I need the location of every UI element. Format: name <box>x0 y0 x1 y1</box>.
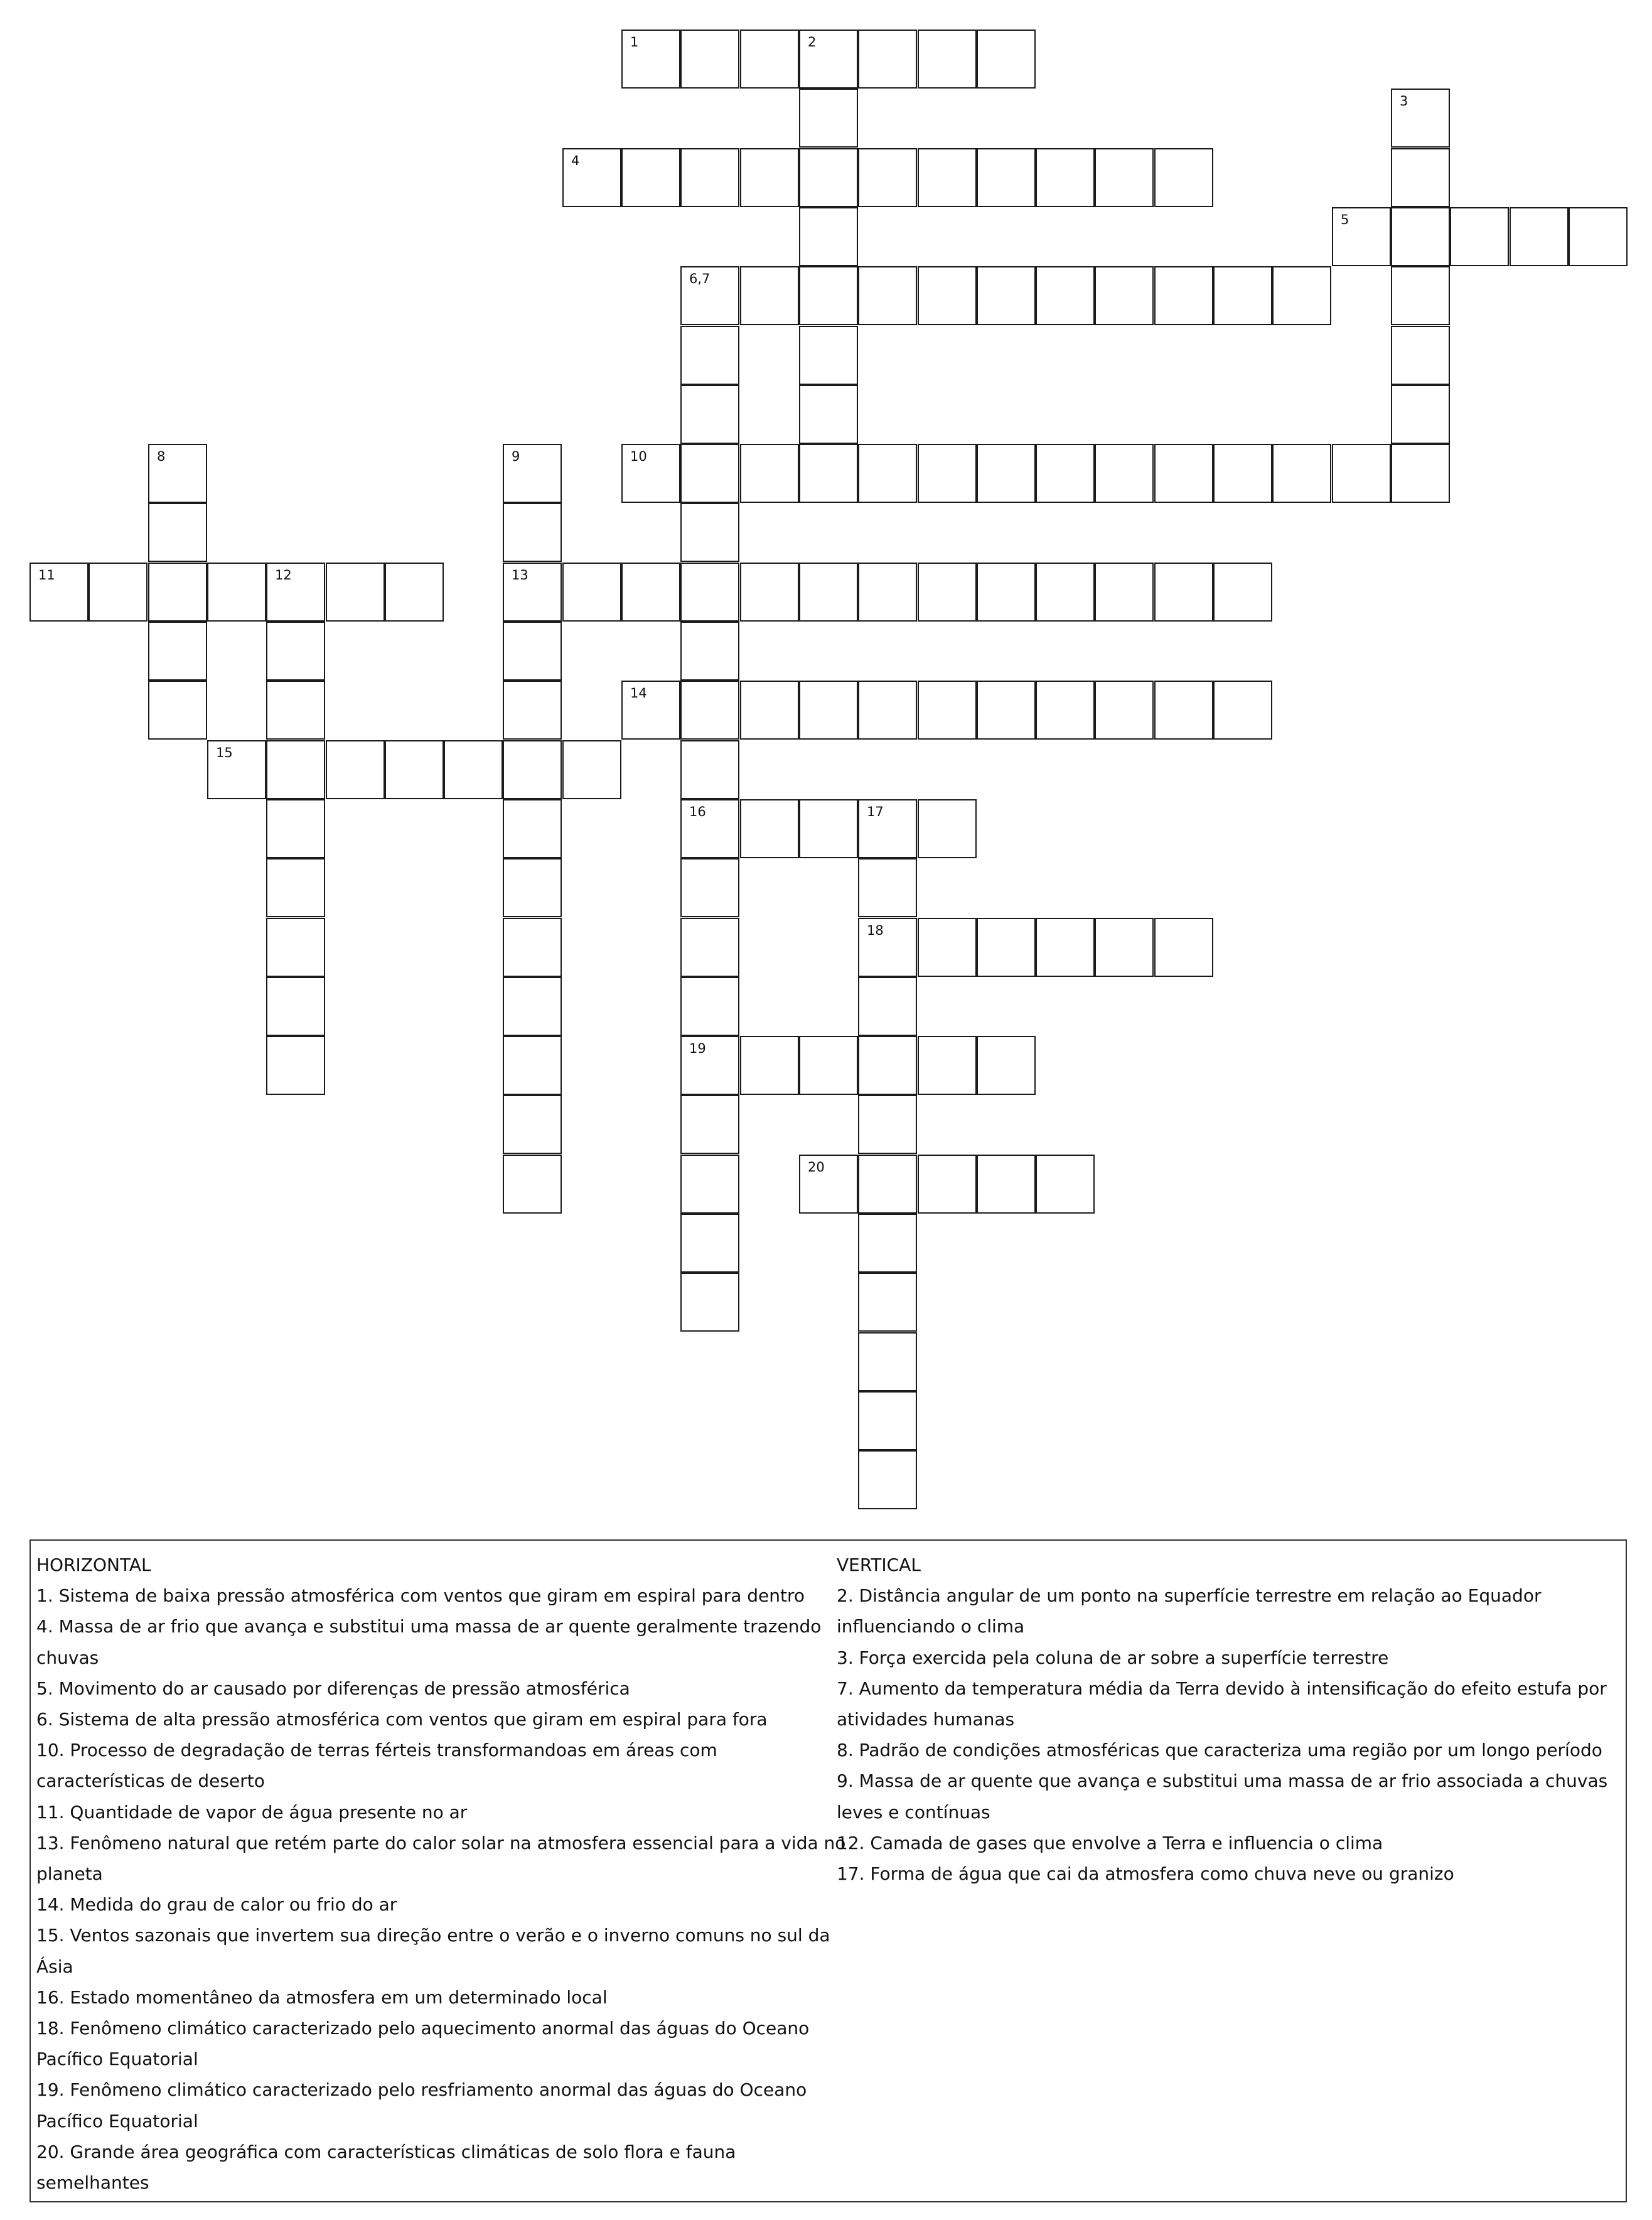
grid-cell[interactable] <box>977 266 1036 325</box>
clue-number: 15 <box>216 745 233 760</box>
grid-cell[interactable] <box>977 30 1036 89</box>
clue-h-6: 6. Sistema de alta pressão atmosférica com ventos que giram em espiral para fora <box>36 1709 768 1730</box>
grid-cell[interactable] <box>799 148 858 207</box>
grid-cell[interactable] <box>30 563 88 622</box>
clue-v-9: 9. Massa de ar quente que avança e substitui uma massa de ar frio associada a chuvas leves e contínuas <box>837 1770 1608 1823</box>
grid-cell[interactable] <box>1332 444 1391 503</box>
grid-cell[interactable] <box>1272 266 1331 325</box>
clue-h-4: 4. Massa de ar frio que avança e substitui uma massa de ar quente geralmente trazendo chuvas <box>36 1616 822 1668</box>
grid-cell[interactable] <box>858 1332 917 1391</box>
grid-cell[interactable] <box>1095 563 1154 622</box>
grid-cell[interactable] <box>148 681 207 740</box>
grid-cell[interactable] <box>1391 385 1450 444</box>
clue-number: 8 <box>157 449 166 464</box>
clue-h-13: 13. Fenômeno natural que retém parte do calor solar na atmosfera essencial para a vida no planeta <box>36 1832 846 1885</box>
grid-cell[interactable] <box>680 385 739 444</box>
grid-cell[interactable] <box>1154 148 1213 207</box>
vertical-heading: VERTICAL <box>837 1555 921 1575</box>
clue-number: 17 <box>867 804 884 819</box>
grid-cell[interactable] <box>680 977 739 1036</box>
grid-cell[interactable] <box>680 266 739 325</box>
clue-v-12: 12. Camada de gases que envolve a Terra e influencia o clima <box>837 1832 1383 1853</box>
clue-h-15: 15. Ventos sazonais que invertem sua direção entre o verão e o inverno comuns no sul da Ásia <box>36 1925 830 1977</box>
grid-cell[interactable] <box>918 799 977 858</box>
grid-cell[interactable] <box>503 858 562 917</box>
grid-cell[interactable] <box>503 681 562 740</box>
grid-cell[interactable] <box>1510 207 1569 266</box>
grid-cell[interactable] <box>858 977 917 1036</box>
grid-cell[interactable] <box>918 30 977 89</box>
grid-cell[interactable] <box>1391 207 1450 266</box>
grid-cell[interactable] <box>503 563 562 622</box>
grid-cell[interactable] <box>1213 444 1272 503</box>
grid-cell[interactable] <box>503 918 562 977</box>
grid-cell[interactable] <box>1450 207 1509 266</box>
grid-cell[interactable] <box>621 681 680 740</box>
grid-cell[interactable] <box>444 740 503 799</box>
grid-cell[interactable] <box>858 1273 917 1332</box>
clue-number: 3 <box>1400 94 1408 109</box>
grid-cell[interactable] <box>266 622 325 681</box>
clue-number: 18 <box>867 923 884 938</box>
grid-cell[interactable] <box>1391 89 1450 148</box>
grid-cell[interactable] <box>858 266 917 325</box>
grid-cell[interactable] <box>740 799 799 858</box>
grid-cell[interactable] <box>799 1155 858 1214</box>
grid-cell[interactable] <box>1095 918 1154 977</box>
grid-cell[interactable] <box>1036 266 1095 325</box>
clue-h-14: 14. Medida do grau de calor ou frio do ar <box>36 1894 397 1916</box>
grid-cell[interactable] <box>385 740 444 799</box>
grid-cell[interactable] <box>148 444 207 503</box>
grid-cell[interactable] <box>1391 444 1450 503</box>
grid-cell[interactable] <box>680 1095 739 1154</box>
grid-cell[interactable] <box>858 1095 917 1154</box>
grid-cell[interactable] <box>503 740 562 799</box>
grid-cell[interactable] <box>680 326 739 385</box>
grid-cell[interactable] <box>503 503 562 562</box>
grid-cell[interactable] <box>799 681 858 740</box>
grid-cell[interactable] <box>1213 681 1272 740</box>
grid-cell[interactable] <box>740 444 799 503</box>
grid-cell[interactable] <box>858 563 917 622</box>
grid-cell[interactable] <box>799 326 858 385</box>
clue-h-18: 18. Fenômeno climático caracterizado pelo aquecimento anormal das águas do Oceano Pacífico Equatorial <box>36 2018 810 2070</box>
clue-h-20: 20. Grande área geográfica com características climáticas de solo flora e fauna semelhantes <box>36 2141 736 2194</box>
grid-cell[interactable] <box>977 444 1036 503</box>
grid-cell[interactable] <box>799 385 858 444</box>
grid-cell[interactable] <box>858 858 917 917</box>
grid-cell[interactable] <box>1154 444 1213 503</box>
grid-cell[interactable] <box>858 30 917 89</box>
clue-number: 9 <box>512 449 520 464</box>
grid-cell[interactable] <box>680 444 739 503</box>
grid-cell[interactable] <box>977 918 1036 977</box>
grid-cell[interactable] <box>858 1450 917 1509</box>
vertical-clues <box>837 1549 1621 1889</box>
grid-cell[interactable] <box>1036 918 1095 977</box>
grid-cell[interactable] <box>680 681 739 740</box>
grid-cell[interactable] <box>740 563 799 622</box>
clue-number: 4 <box>571 153 580 168</box>
grid-cell[interactable] <box>1154 681 1213 740</box>
grid-cell[interactable] <box>503 1095 562 1154</box>
grid-cell[interactable] <box>680 1036 739 1095</box>
clue-v-7: 7. Aumento da temperatura média da Terra devido à intensificação do efeito estufa por atividades humanas <box>837 1678 1607 1730</box>
grid-cell[interactable] <box>858 1214 917 1273</box>
grid-cell[interactable] <box>1154 563 1213 622</box>
clue-number: 20 <box>808 1160 825 1175</box>
clue-number: 6,7 <box>689 271 711 286</box>
grid-cell[interactable] <box>148 503 207 562</box>
clue-number: 16 <box>689 804 706 819</box>
grid-cell[interactable] <box>1391 148 1450 207</box>
grid-cell[interactable] <box>918 148 977 207</box>
grid-cell[interactable] <box>858 148 917 207</box>
clue-h-19: 19. Fenômeno climático caracterizado pelo resfriamento anormal das águas do Oceano Pacífico Equatorial <box>36 2079 807 2131</box>
clue-number: 1 <box>630 35 639 50</box>
grid-cell[interactable] <box>799 266 858 325</box>
grid-cell[interactable] <box>858 444 917 503</box>
clue-number: 2 <box>808 35 817 50</box>
grid-cell[interactable] <box>562 563 621 622</box>
clue-h-5: 5. Movimento do ar causado por diferenças de pressão atmosférica <box>36 1678 630 1699</box>
grid-cell[interactable] <box>680 918 739 977</box>
grid-cell[interactable] <box>266 918 325 977</box>
grid-cell[interactable] <box>1095 148 1154 207</box>
grid-cell[interactable] <box>977 681 1036 740</box>
grid-cell[interactable] <box>503 977 562 1036</box>
grid-cell[interactable] <box>918 1036 977 1095</box>
grid-cell[interactable] <box>680 30 739 89</box>
grid-cell[interactable] <box>266 1036 325 1095</box>
grid-cell[interactable] <box>1095 266 1154 325</box>
grid-cell[interactable] <box>858 1391 917 1450</box>
grid-cell[interactable] <box>1213 266 1272 325</box>
grid-cell[interactable] <box>799 207 858 266</box>
grid-cell[interactable] <box>977 1036 1036 1095</box>
clue-number: 11 <box>38 568 55 583</box>
grid-cell[interactable] <box>1036 444 1095 503</box>
grid-cell[interactable] <box>1332 207 1391 266</box>
horizontal-heading: HORIZONTAL <box>36 1555 151 1575</box>
grid-cell[interactable] <box>503 1155 562 1214</box>
clue-number: 14 <box>630 686 647 701</box>
grid-cell[interactable] <box>680 858 739 917</box>
clue-v-17: 17. Forma de água que cai da atmosfera como chuva neve ou granizo <box>837 1863 1454 1885</box>
grid-cell[interactable] <box>858 799 917 858</box>
grid-cell[interactable] <box>918 681 977 740</box>
grid-cell[interactable] <box>503 1036 562 1095</box>
clue-v-8: 8. Padrão de condições atmosféricas que caracteriza uma região por um longo período <box>837 1740 1602 1761</box>
grid-cell[interactable] <box>1213 563 1272 622</box>
grid-cell[interactable] <box>740 148 799 207</box>
grid-cell[interactable] <box>680 1214 739 1273</box>
grid-cell[interactable] <box>326 563 385 622</box>
grid-cell[interactable] <box>562 148 621 207</box>
grid-cell[interactable] <box>1569 207 1628 266</box>
grid-cell[interactable] <box>621 444 680 503</box>
grid-cell[interactable] <box>503 444 562 503</box>
grid-cell[interactable] <box>680 740 739 799</box>
grid-cell[interactable] <box>799 799 858 858</box>
horizontal-clues <box>36 1549 846 2198</box>
grid-cell[interactable] <box>266 563 325 622</box>
grid-cell[interactable] <box>977 148 1036 207</box>
grid-cell[interactable] <box>799 1036 858 1095</box>
grid-cell[interactable] <box>621 563 680 622</box>
clue-number: 13 <box>512 568 528 583</box>
grid-cell[interactable] <box>740 681 799 740</box>
grid-cell[interactable] <box>799 563 858 622</box>
clue-h-1: 1. Sistema de baixa pressão atmosférica com ventos que giram em espiral para dentro <box>36 1585 805 1607</box>
grid-cell[interactable] <box>858 1155 917 1214</box>
clues-box <box>30 1539 1627 2202</box>
grid-cell[interactable] <box>266 681 325 740</box>
clue-number: 10 <box>630 449 647 464</box>
grid-cell[interactable] <box>680 563 739 622</box>
grid-cell[interactable] <box>680 148 739 207</box>
grid-cell[interactable] <box>1095 444 1154 503</box>
grid-cell[interactable] <box>1036 1155 1095 1214</box>
grid-cell[interactable] <box>858 1036 917 1095</box>
grid-cell[interactable] <box>977 1155 1036 1214</box>
grid-cell[interactable] <box>740 1036 799 1095</box>
clue-h-11: 11. Quantidade de vapor de água presente no ar <box>36 1801 468 1823</box>
grid-cell[interactable] <box>266 740 325 799</box>
grid-cell[interactable] <box>918 1155 977 1214</box>
grid-cell[interactable] <box>148 563 207 622</box>
grid-cell[interactable] <box>266 799 325 858</box>
grid-cell[interactable] <box>680 1273 739 1332</box>
grid-cell[interactable] <box>680 1155 739 1214</box>
clue-number: 5 <box>1341 212 1349 227</box>
grid-cell[interactable] <box>918 444 977 503</box>
grid-cell[interactable] <box>207 563 266 622</box>
grid-cell[interactable] <box>148 622 207 681</box>
grid-cell[interactable] <box>1036 563 1095 622</box>
grid-cell[interactable] <box>680 799 739 858</box>
grid-cell[interactable] <box>207 740 266 799</box>
grid-cell[interactable] <box>680 622 739 681</box>
grid-cell[interactable] <box>1036 148 1095 207</box>
grid-cell[interactable] <box>621 148 680 207</box>
grid-cell[interactable] <box>1391 266 1450 325</box>
grid-cell[interactable] <box>1095 681 1154 740</box>
grid-cell[interactable] <box>621 30 680 89</box>
grid-cell[interactable] <box>740 266 799 325</box>
grid-cell[interactable] <box>266 977 325 1036</box>
grid-cell[interactable] <box>562 740 621 799</box>
grid-cell[interactable] <box>799 444 858 503</box>
grid-cell[interactable] <box>680 503 739 562</box>
grid-cell[interactable] <box>266 858 325 917</box>
grid-cell[interactable] <box>326 740 385 799</box>
clue-number: 19 <box>689 1041 706 1056</box>
grid-cell[interactable] <box>918 918 977 977</box>
grid-cell[interactable] <box>503 799 562 858</box>
grid-cell[interactable] <box>918 266 977 325</box>
grid-cell[interactable] <box>503 622 562 681</box>
clue-h-16: 16. Estado momentâneo da atmosfera em um determinado local <box>36 1986 608 2008</box>
clue-number: 12 <box>275 568 292 583</box>
grid-cell[interactable] <box>799 89 858 148</box>
grid-cell[interactable] <box>1036 681 1095 740</box>
grid-cell[interactable] <box>799 30 858 89</box>
grid-cell[interactable] <box>1391 326 1450 385</box>
grid-cell[interactable] <box>1154 918 1213 977</box>
grid-cell[interactable] <box>88 563 148 622</box>
grid-cell[interactable] <box>740 30 799 89</box>
grid-cell[interactable] <box>385 563 444 622</box>
grid-cell[interactable] <box>1154 266 1213 325</box>
grid-cell[interactable] <box>918 563 977 622</box>
clue-h-10: 10. Processo de degradação de terras férteis transformandoas em áreas com características de deserto <box>36 1740 717 1792</box>
grid-cell[interactable] <box>1272 444 1331 503</box>
clue-v-3: 3. Força exercida pela coluna de ar sobre a superfície terrestre <box>837 1647 1389 1668</box>
grid-cell[interactable] <box>858 681 917 740</box>
grid-cell[interactable] <box>858 918 917 977</box>
grid-cell[interactable] <box>977 563 1036 622</box>
clue-v-2: 2. Distância angular de um ponto na superfície terrestre em relação ao Equador influenciando o clima <box>837 1585 1542 1637</box>
